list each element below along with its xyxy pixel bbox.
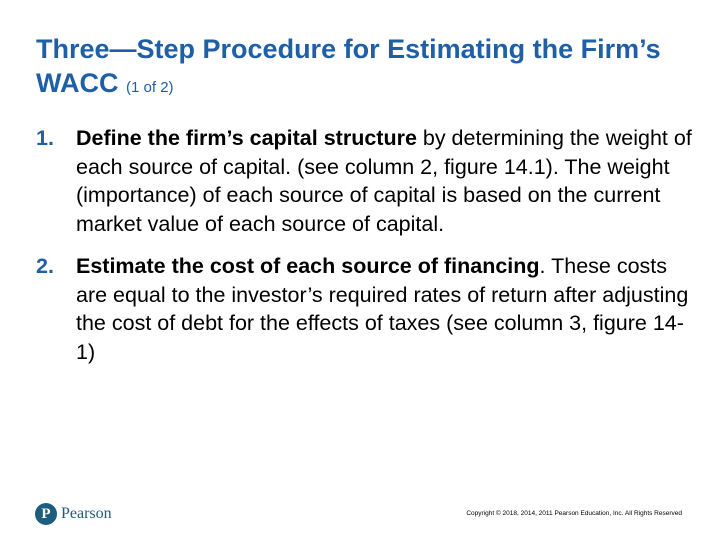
pearson-logo-text: Pearson xyxy=(61,505,112,522)
pearson-logo-icon: P xyxy=(35,503,57,525)
procedure-list xyxy=(36,124,696,366)
slide-title xyxy=(36,32,696,105)
step-number: 2. xyxy=(36,254,54,278)
title-subtitle: (1 of 2) xyxy=(126,79,174,96)
title-main: Three—Step Procedure for Estimating the Firm’s WACC xyxy=(36,34,661,98)
pearson-logo xyxy=(35,501,112,527)
step-body: by determining the weight of each source of capital. (see column 2, figure 14.1). The weight (importance) of each source of capital is based on the current market value of each source of capital. xyxy=(76,126,692,236)
procedure-step-1 xyxy=(36,124,696,238)
step-lead: Estimate the cost of each source of financing xyxy=(76,254,540,278)
step-number: 1. xyxy=(36,126,54,150)
procedure-step-2 xyxy=(36,252,696,366)
copyright-notice: Copyright © 2018, 2014, 2011 Pearson Education, Inc. All Rights Reserved xyxy=(466,510,682,517)
step-body: . These costs are equal to the investor’s required rates of return after adjusting the cost of debt for the effects of taxes (see column 3, figure 14-1) xyxy=(76,254,689,364)
step-lead: Define the firm’s capital structure xyxy=(76,126,417,150)
